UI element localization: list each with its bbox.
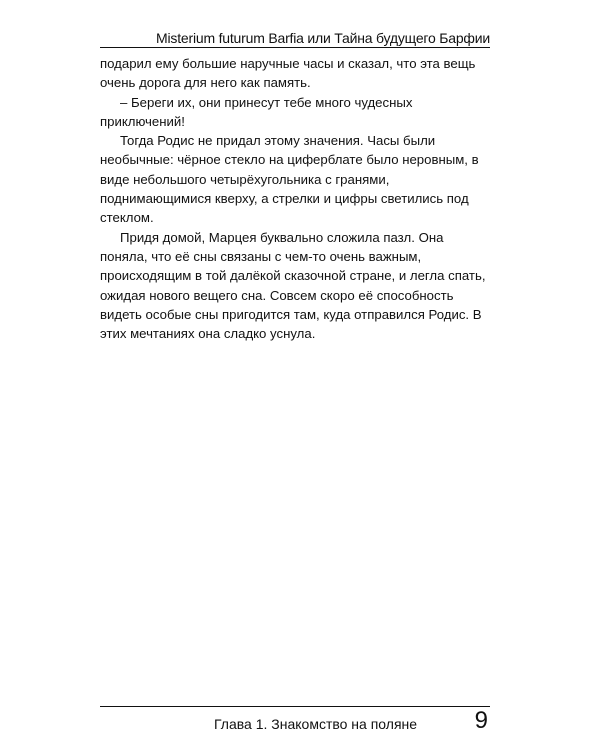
page-number: 9 (474, 707, 488, 734)
running-header: Misterium futurum Barfia или Тайна будущего Барфии (156, 30, 490, 46)
paragraph: Придя домой, Марцея буквально сложила пазл. Она поняла, что её сны связаны с чем-то очень важным, происходящим в той далёкой сказочной стране, и легла спать, ожидая нового вещего сна. Совсем скоро её способность видеть особые сны пригодится там, куда отправился Родис. В этих мечтаниях она сладко уснула. (100, 229, 486, 342)
paragraph: – Береги их, они принесут тебе много чудесных приключений! (100, 94, 413, 129)
footer-rule (100, 706, 490, 707)
paragraph: подарил ему большие наручные часы и сказал, что эта вещь очень дорога для него как память. (100, 56, 476, 91)
paragraph: Тогда Родис не придал этому значения. Часы были необычные: чёрное стекло на циферблате было неровным, в виде небольшого четырёхугольника с гранями, поднимающимися кверху, а стрелки и цифры светились под стеклом. (100, 133, 479, 226)
chapter-title: Глава 1. Знакомство на поляне (214, 716, 418, 732)
page-body (100, 54, 490, 343)
header-rule (100, 47, 490, 48)
